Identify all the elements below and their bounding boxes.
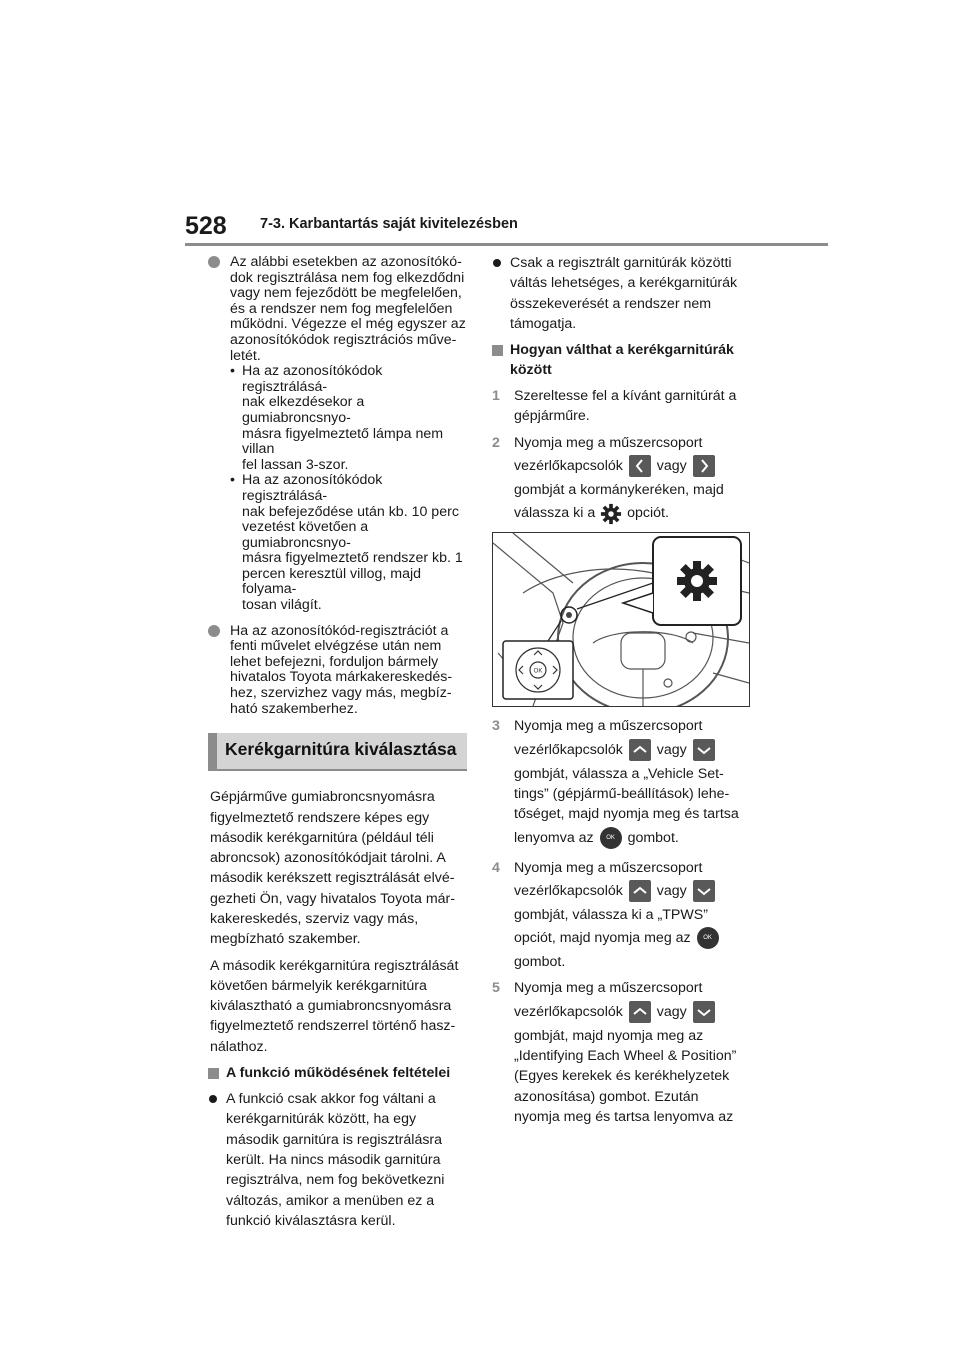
step-text: vagy	[656, 458, 687, 475]
chevron-down-icon	[693, 739, 715, 761]
text-line: ható szakemberhez.	[230, 700, 358, 717]
step-text: opciót, majd nyomja meg az	[514, 930, 691, 947]
text-line: nak befejeződése után kb. 10 perc	[242, 503, 459, 520]
text-line: vagy nem fejeződött be megfelelően,	[230, 285, 462, 302]
step-text: gombot.	[627, 829, 679, 846]
bullet-item	[208, 255, 470, 614]
text-line: követően bármelyik kerékgarnitúra	[210, 977, 427, 994]
step-text: lenyomva az	[514, 829, 594, 846]
step-number: 4	[492, 859, 500, 876]
ok-button-icon: OK	[697, 927, 719, 949]
step-text: Nyomja meg a műszercsoport	[514, 434, 703, 451]
ok-label: OK	[533, 668, 543, 675]
gear-icon	[600, 503, 622, 525]
chevron-down-icon	[693, 880, 715, 902]
text-line: regisztrálva, nem fog bekövetkezni	[226, 1172, 445, 1189]
bullet-item	[208, 624, 470, 718]
subheading	[208, 1063, 470, 1083]
gray-circle-bullet-icon	[208, 625, 220, 637]
text-line: működni. Végezze el még egyszer az	[230, 316, 466, 333]
text-line: fenti művelet elvégzése után nem	[230, 638, 442, 655]
text-line: dok regisztrálása nem fog elkezdődni	[230, 269, 465, 286]
text-line: A második kerékgarnitúra regisztrálását	[210, 957, 459, 974]
step-text: vagy	[656, 1003, 687, 1020]
step-text: gombját, válassza ki a „TPWS”	[514, 906, 708, 923]
dot-item	[208, 1089, 470, 1231]
step-number: 5	[492, 980, 500, 997]
text-line: hez, szervizhez vagy más, megbíz-	[230, 685, 452, 702]
dash-bullet-icon: •	[230, 472, 235, 489]
step-text: opciót.	[627, 505, 669, 522]
text-line: Ha az azonosítókód-regisztrációt a	[230, 622, 449, 639]
step-text: (Egyes kerekek és kerékhelyzetek	[514, 1068, 730, 1085]
text-line: másra figyelmeztető rendszer kb. 1	[242, 550, 463, 567]
text-line: lehet befejezni, forduljon bármely	[230, 653, 439, 670]
text-line: Szereltesse fel a kívánt garnitúrát a	[514, 388, 737, 405]
step-number: 3	[492, 718, 500, 735]
text-line: és a rendszer nem fog megfelelően	[230, 300, 453, 317]
step-number: 2	[492, 434, 500, 451]
chevron-right-icon	[693, 455, 715, 477]
step-text: vagy	[656, 882, 687, 899]
step-text: vezérlőkapcsolók	[514, 741, 623, 758]
text-line: kerékgarnitúrák között, ha egy	[226, 1111, 417, 1128]
paragraph	[210, 956, 470, 1057]
dash-bullet-icon: •	[230, 363, 235, 380]
dot-item	[492, 253, 772, 334]
text-line: kakereskedés, szerviz vagy más,	[210, 911, 419, 927]
text-line: hivatalos Toyota márkakereskedés-	[230, 669, 453, 686]
text-line: összekeverését a rendszer nem	[510, 295, 712, 312]
text-line: A funkció csak akkor fog váltani a	[226, 1091, 436, 1108]
step-text: tings” (gépjármű-beállítások) lehe-	[514, 785, 730, 802]
section-header-edge	[208, 733, 217, 769]
step-2	[492, 433, 772, 528]
step-text: gombját, majd nyomja meg az	[514, 1027, 704, 1044]
text-line: abroncsok) azonosítókódjait tárolni. A	[210, 850, 446, 867]
text-line: Ha az azonosítókódok regisztrálásá-	[242, 363, 383, 395]
text-line: funkció kiválasztásra kerül.	[226, 1212, 396, 1229]
section-title: Kerékgarnitúra kiválasztása	[225, 739, 457, 760]
step-text: gombját a kormánykeréken, majd	[514, 482, 724, 499]
text-line: nálathoz.	[210, 1038, 268, 1055]
page-number: 528	[185, 212, 227, 240]
step-text: vezérlőkapcsolók	[514, 1003, 623, 1020]
dot-bullet-icon	[493, 259, 501, 267]
text-line: másra figyelmeztető lámpa nem villan	[242, 425, 444, 458]
text-line: gezheti Ön, vagy hivatalos Toyota már-	[210, 890, 455, 907]
text-line: gépjárműre.	[514, 408, 590, 425]
chevron-down-icon	[693, 1001, 715, 1023]
ok-button-icon: OK	[600, 827, 622, 849]
step-text: nyomja meg és tartsa lenyomva az	[514, 1108, 734, 1125]
step-text: azonosítása) gombot. Ezután	[514, 1088, 699, 1105]
chevron-left-icon	[629, 455, 651, 477]
square-bullet-icon	[208, 1068, 219, 1079]
left-column	[208, 255, 470, 1237]
text-line: figyelmeztető rendszerrel történő hasz-	[210, 1018, 456, 1035]
chevron-up-icon	[629, 1001, 651, 1023]
text-line: változás, amikor a menüben ez a	[226, 1192, 435, 1209]
step-text: Nyomja meg a műszercsoport	[514, 980, 703, 997]
step-5	[492, 978, 772, 1127]
text-line: nak elkezdésekor a gumiabroncsnyo-	[242, 394, 365, 426]
text-line: kiválasztható a gumiabroncsnyomásra	[210, 998, 452, 1015]
step-1	[492, 386, 772, 427]
text-line: került. Ha nincs második garnitúra	[226, 1151, 441, 1168]
text-line: azonosítókódok regisztrációs műve-	[230, 331, 457, 348]
text-line: percen keresztül villog, majd folyama-	[242, 565, 421, 598]
step-text: vezérlőkapcsolók	[514, 458, 623, 475]
text-line: váltás lehetséges, a kerékgarnitúrák	[510, 275, 738, 292]
step-text: Nyomja meg a műszercsoport	[514, 718, 703, 735]
text-line: fel lassan 3-szor.	[242, 456, 349, 473]
header-rule	[185, 243, 828, 246]
text-line: letét.	[230, 347, 261, 364]
square-bullet-icon	[492, 345, 503, 356]
step-text: gombját, válassza a „Vehicle Set-	[514, 765, 724, 782]
text-line: között	[510, 362, 552, 379]
text-line: Gépjárműve gumiabroncsnyomásra	[210, 789, 435, 806]
chevron-up-icon	[629, 880, 651, 902]
subheading	[492, 340, 772, 380]
paragraph	[210, 787, 470, 949]
section-header	[208, 733, 467, 771]
text-line: Hogyan válthat a kerékgarnitúrák	[510, 342, 734, 359]
text-line: második kerékszett regisztrálását elvé-	[210, 870, 455, 887]
text-line: tosan világít.	[242, 597, 322, 614]
dot-bullet-icon	[209, 1095, 217, 1103]
step-text: válassza ki a	[514, 505, 596, 522]
chevron-up-icon	[629, 739, 651, 761]
text-line: Az alábbi esetekben az azonosítókó-	[230, 254, 462, 270]
text-line: figyelmeztető rendszere képes egy	[210, 809, 430, 826]
steering-wheel-illustration	[492, 532, 750, 707]
step-text: gombot.	[514, 954, 566, 971]
text-line: megbízható szakember.	[210, 931, 361, 948]
step-text: Nyomja meg a műszercsoport	[514, 859, 703, 876]
step-text: vezérlőkapcsolók	[514, 882, 623, 899]
step-text: „Identifying Each Wheel & Position”	[514, 1048, 737, 1065]
text-line: Ha az azonosítókódok regisztrálásá-	[242, 472, 383, 504]
step-text: vagy	[656, 741, 687, 758]
text-line: vezetést követően a gumiabroncsnyo-	[242, 519, 369, 551]
text-line: második garnitúra is regisztrálásra	[226, 1131, 443, 1148]
subheading-text: A funkció működésének feltételei	[226, 1065, 451, 1082]
chapter-title: 7-3. Karbantartás saját kivitelezésben	[260, 216, 518, 232]
gray-circle-bullet-icon	[208, 256, 220, 268]
text-line: második kerékgarnitúra (például téli	[210, 829, 434, 846]
step-text: tőséget, majd nyomja meg és tartsa	[514, 806, 739, 823]
step-4	[492, 858, 772, 973]
step-3	[492, 716, 772, 851]
dash-item	[230, 364, 470, 473]
text-line: Csak a regisztrált garnitúrák közötti	[510, 255, 732, 271]
text-line: támogatja.	[510, 315, 577, 332]
dash-item	[230, 473, 470, 613]
step-number: 1	[492, 388, 500, 405]
